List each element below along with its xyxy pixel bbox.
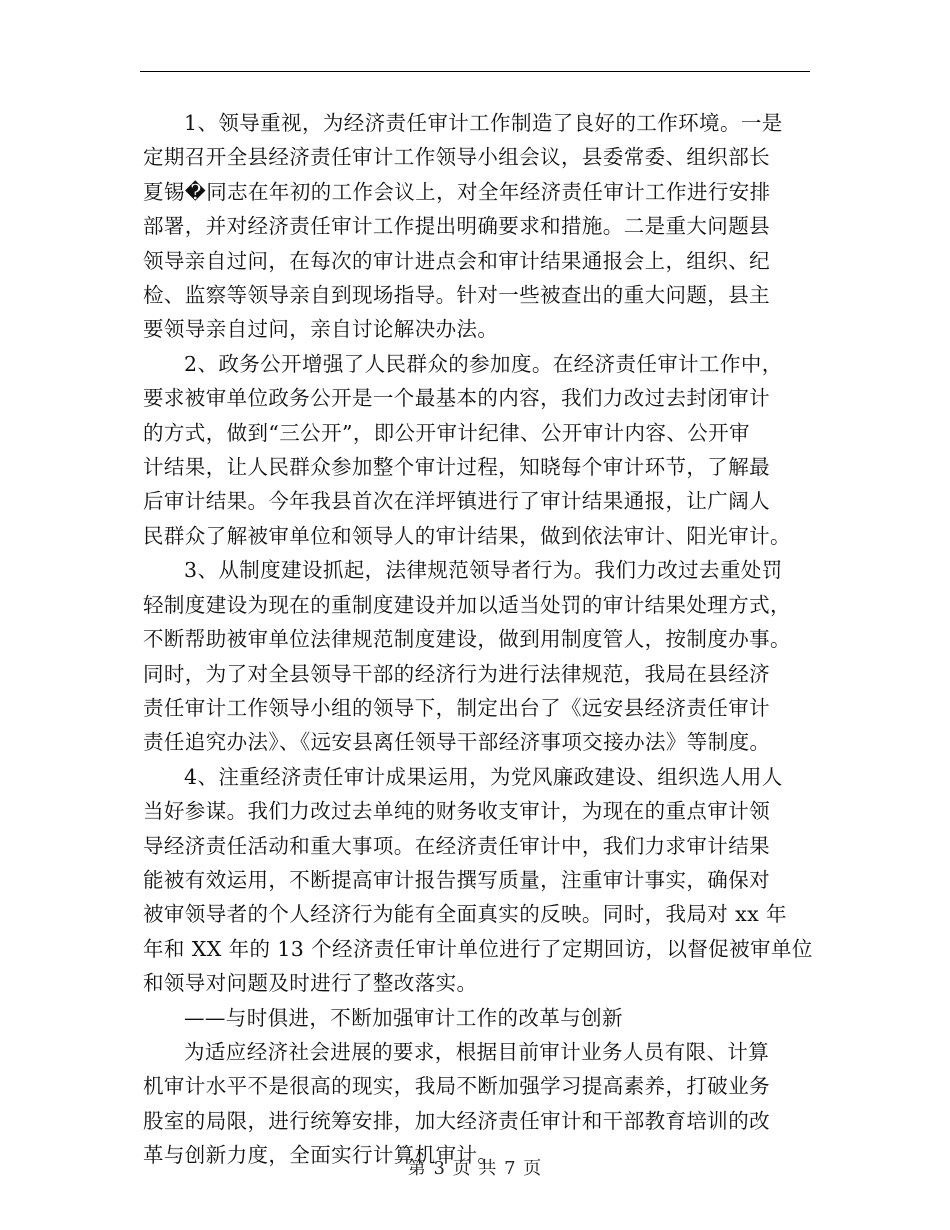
text-line: 为适应经济社会进展的要求，根据目前审计业务人员有限、计算 — [184, 1039, 770, 1064]
paragraph-3 — [143, 553, 807, 759]
text-line: 领导亲自过问，在每次的审计进点会和审计结果通报会上，组织、纪 — [143, 248, 770, 273]
text-line: 后审计结果。今年我县首次在洋坪镇进行了审计结果通报，让广阔人 — [143, 489, 770, 514]
text-line: 导经济责任活动和重大事项。在经济责任审计中，我们力求审计结果 — [143, 833, 770, 858]
paragraph-4 — [143, 760, 813, 1001]
text-line: 责任追究办法》、《远安县离任领导干部经济事项交接办法》等制度。 — [143, 730, 771, 755]
text-line: 要领导亲自过问，亲自讨论解决办法。 — [143, 317, 499, 342]
text-line: 能被有效运用，不断提高审计报告撰写质量，注重审计事实，确保对 — [143, 867, 770, 892]
text-line: 轻制度建设为现在的重制度建设并加以适当处罚的审计结果处理方式， — [143, 592, 791, 617]
text-line: 民群众了解被审单位和领导人的审计结果，做到依法审计、阳光审计。 — [143, 523, 791, 548]
text-line: 部署，并对经济责任审计工作提出明确要求和措施。二是重大问题县 — [143, 214, 770, 239]
text-line: 定期召开全县经济责任审计工作领导小组会议，县委常委、组织部长 — [143, 145, 770, 170]
text-line: 要求被审单位政务公开是一个最基本的内容，我们力改过去封闭审计 — [143, 386, 770, 411]
text-line: 年和 XX 年的 13 个经济责任审计单位进行了定期回访，以督促被审单位 — [143, 936, 813, 961]
text-line: 夏锡�同志在年初的工作会议上，对全年经济责任审计工作进行安排 — [143, 179, 771, 204]
text-line: 检、监察等领导亲自到现场指导。针对一些被查出的重大问题，县主 — [143, 283, 770, 308]
text-line: 被审领导者的个人经济行为能有全面真实的反映。同时，我局对 xx 年 — [143, 902, 787, 927]
text-line: 责任审计工作领导小组的领导下，制定出台了《远安县经济责任审计 — [143, 695, 770, 720]
text-line: 机审计水平不是很高的现实，我局不断加强学习提高素养，打破业务 — [143, 1074, 770, 1099]
text-line: 不断帮助被审单位法律规范制度建设，做到用制度管人，按制度办事。 — [143, 627, 791, 652]
section-heading — [143, 1001, 807, 1035]
text-line: 同时，为了对全县领导干部的经济行为进行法律规范，我局在县经济 — [143, 661, 770, 686]
text-line: 3、从制度建设抓起，法律规范领导者行为。我们力改过去重处罚 — [184, 558, 783, 583]
text-line: 4、注重经济责任审计成果运用，为党风廉政建设、组织选人用人 — [184, 764, 783, 789]
text-line: 革与创新力度，全面实行计算机审计。 — [143, 1143, 499, 1168]
header-rule — [140, 71, 810, 72]
paragraph-2 — [143, 347, 807, 553]
text-line: 和领导对问题及时进行了整改落实。 — [143, 971, 478, 996]
heading-line: ——与时俱进，不断加强审计工作的改革与创新 — [184, 1005, 623, 1030]
text-line: 1、领导重视，为经济责任审计工作制造了良好的工作环境。一是 — [184, 111, 783, 135]
text-line: 2、政务公开增强了人民群众的参加度。在经济责任审计工作中， — [184, 351, 783, 376]
text-line: 股室的局限，进行统筹安排，加大经济责任审计和干部教育培训的改 — [143, 1108, 770, 1133]
page-number-footer: 第 3 页 共 7 页 — [407, 1158, 543, 1179]
text-line: 的方式，做到“三公开”，即公开审计纪律、公开审计内容、公开审 — [143, 420, 750, 445]
paragraph-1 — [143, 106, 807, 347]
text-line: 计结果，让人民群众参加整个审计过程，知晓每个审计环节，了解最 — [143, 455, 770, 480]
text-line: 当好参谋。我们力改过去单纯的财务收支审计，为现在的重点审计领 — [143, 799, 770, 824]
paragraph-5 — [143, 1035, 807, 1173]
document-body — [143, 106, 813, 1173]
